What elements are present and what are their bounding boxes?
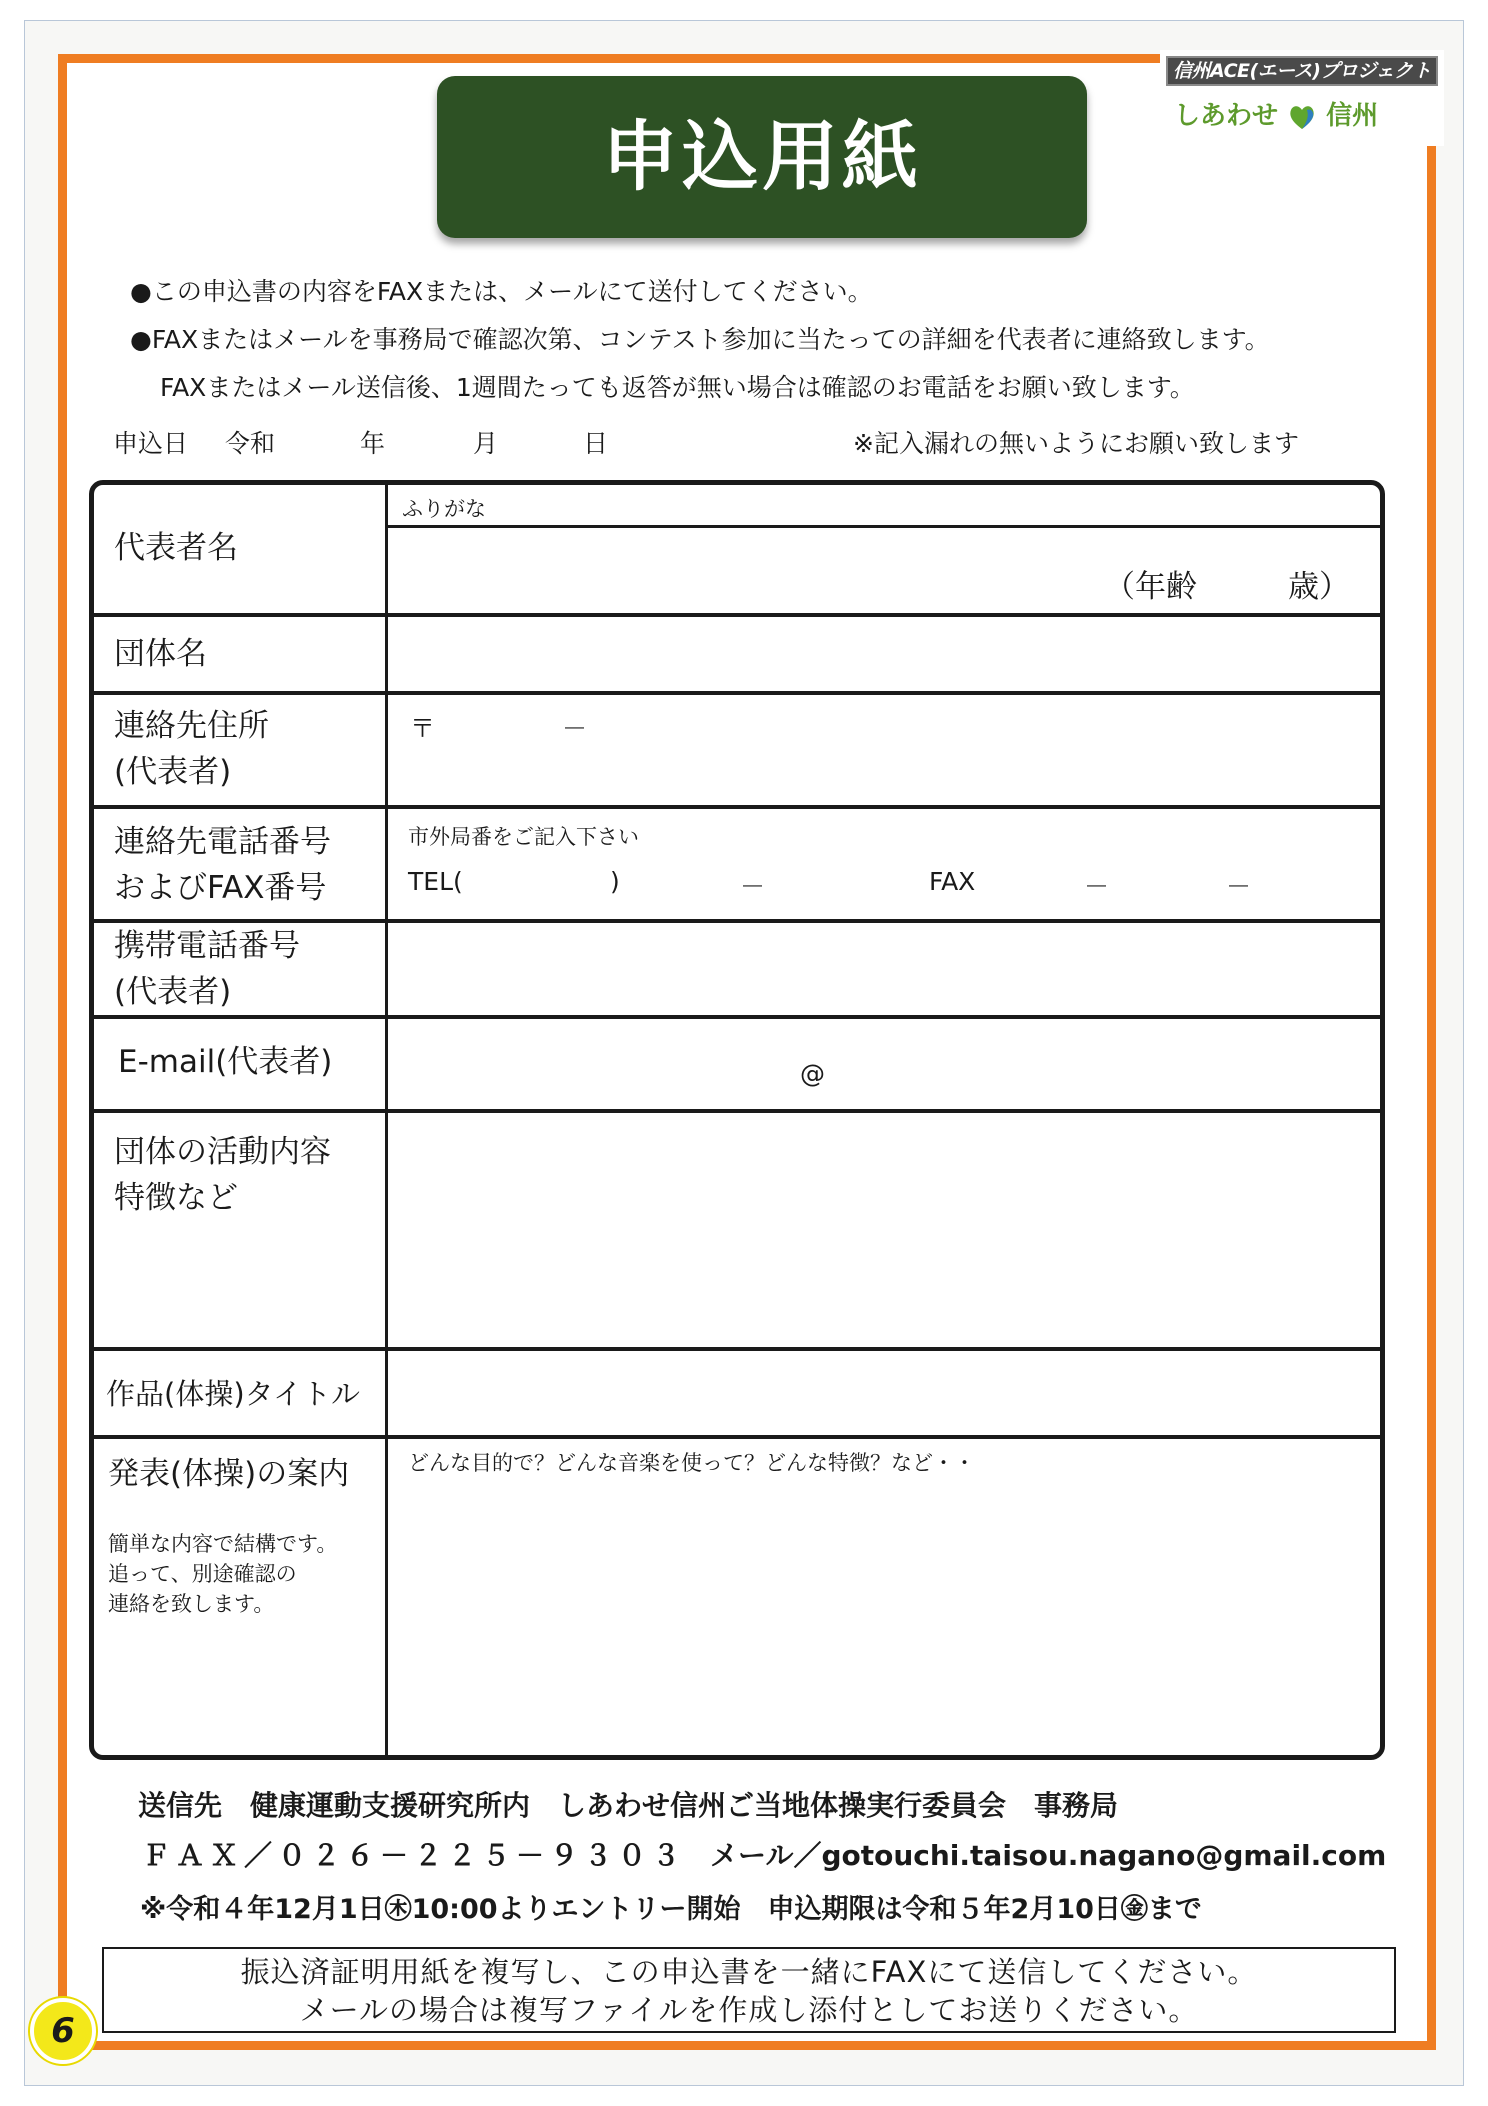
date-label: 申込日 — [113, 429, 189, 458]
postal-mark: 〒 — [410, 714, 436, 743]
field-address[interactable] — [388, 695, 1380, 805]
furigana-divider — [388, 525, 1380, 528]
field-work-title[interactable] — [388, 1351, 1380, 1435]
note-line: ●この申込書の内容をFAXまたは、メールにて送付してください。 — [130, 277, 873, 306]
label-text: 特徴など — [114, 1180, 238, 1216]
label-text: 携帯電話番号 — [114, 928, 300, 964]
label-subtext: 簡単な内容で結構です。 — [108, 1532, 338, 1556]
label-representative — [94, 485, 388, 613]
field-mobile[interactable] — [388, 923, 1380, 1015]
logo-left-text: しあわせ — [1174, 101, 1279, 131]
label-activity — [94, 1113, 388, 1347]
tel-dash: － — [740, 872, 766, 901]
age-open: （年齢 — [1104, 569, 1197, 605]
row-group — [94, 613, 1380, 691]
box-line: 振込済証明用紙を複写し、この申込書を一緒にFAXにて送信してください。 — [240, 1955, 1258, 1989]
label-address — [94, 695, 388, 805]
field-activity[interactable] — [388, 1113, 1380, 1347]
label-text: 団体名 — [114, 636, 207, 672]
logo — [1160, 50, 1444, 146]
date-day: 日 — [583, 429, 609, 458]
application-date — [113, 424, 1363, 464]
date-era: 令和 — [225, 429, 276, 458]
footer-destination: 送信先 健康運動支援研究所内 しあわせ信州ご当地体操実行委員会 事務局 — [138, 1789, 1119, 1822]
row-phone — [94, 805, 1380, 919]
label-phone — [94, 809, 388, 919]
fax-dash: － — [1084, 872, 1110, 901]
row-mobile — [94, 919, 1380, 1015]
page-number-badge: 6 — [30, 1998, 96, 2064]
note-line: ●FAXまたはメールを事務局で確認次第、コンテスト参加に当たっての詳細を代表者に連絡致します。 — [130, 325, 1270, 354]
label-text: E-mail(代表者) — [118, 1044, 333, 1080]
logo-right-text: 信州 — [1326, 101, 1379, 131]
fax-instructions-box — [102, 1947, 1396, 2033]
field-group[interactable] — [388, 617, 1380, 691]
phone-hint: 市外局番をご記入下さい — [408, 825, 639, 849]
label-text: 発表(体操)の案内 — [108, 1456, 350, 1492]
box-line: メールの場合は複写ファイルを作成し添付としてお送りください。 — [299, 1993, 1199, 2027]
label-text: およびFAX番号 — [114, 870, 327, 906]
label-mobile — [94, 923, 388, 1015]
row-email — [94, 1015, 1380, 1109]
label-text: 連絡先住所 — [114, 708, 269, 744]
row-work-title — [94, 1347, 1380, 1435]
age-close: 歳） — [1288, 569, 1350, 605]
label-text: (代表者) — [114, 754, 232, 790]
label-text: 連絡先電話番号 — [114, 824, 331, 860]
fax-label: FAX — [929, 867, 976, 896]
furigana-label: ふりがな — [402, 497, 486, 521]
instructions — [130, 268, 1390, 412]
row-representative — [94, 485, 1380, 613]
page-title: 申込用紙 — [437, 76, 1087, 238]
note-line: FAXまたはメール送信後、1週間たっても返答が無い場合は確認のお電話をお願い致します。 — [160, 373, 1195, 402]
label-presentation — [94, 1439, 388, 1760]
label-text: 代表者名 — [114, 530, 238, 566]
field-phone[interactable] — [388, 809, 1380, 919]
heart-icon — [1287, 102, 1317, 132]
date-notice: ※記入漏れの無いようにお願い致します — [853, 429, 1299, 458]
row-activity — [94, 1109, 1380, 1347]
presentation-hint: どんな目的で？どんな音楽を使って？どんな特徴？など・・ — [408, 1451, 975, 1475]
application-form — [89, 480, 1385, 1760]
field-presentation[interactable] — [388, 1439, 1380, 1760]
label-subtext: 連絡を致します。 — [108, 1592, 275, 1616]
label-work-title — [94, 1351, 388, 1435]
label-group — [94, 617, 388, 691]
row-address — [94, 691, 1380, 805]
project-name: 信州ACE(エース)プロジェクト — [1166, 56, 1438, 86]
label-subtext: 追って、別途確認の — [108, 1562, 297, 1586]
label-text: (代表者) — [114, 974, 232, 1010]
furigana-input[interactable] — [402, 497, 1362, 521]
label-text: 作品(体操)タイトル — [106, 1377, 361, 1411]
date-month: 月 — [473, 429, 499, 458]
email-at: @ — [800, 1059, 825, 1088]
logo-wordmark — [1174, 94, 1436, 138]
row-presentation — [94, 1435, 1380, 1760]
tel-open: TEL( — [408, 867, 463, 896]
field-email[interactable] — [388, 1019, 1380, 1109]
label-email — [94, 1019, 388, 1109]
tel-close: ) — [610, 867, 620, 896]
field-representative[interactable] — [388, 485, 1380, 613]
footer-email: メール／gotouchi.taisou.nagano@gmail.com — [710, 1839, 1387, 1872]
date-year: 年 — [360, 429, 386, 458]
label-text: 団体の活動内容 — [114, 1134, 331, 1170]
fax-dash: － — [1226, 872, 1252, 901]
footer-entry: ※令和４年12月1日㊍10:00よりエントリー開始 申込期限は令和５年2月10日㊎まで — [140, 1894, 1202, 1925]
footer-contact — [142, 1836, 1422, 1876]
postal-dash: － — [562, 714, 588, 743]
footer-fax: ＦＡＸ／０２６－２２５－９３０３ — [142, 1839, 687, 1872]
